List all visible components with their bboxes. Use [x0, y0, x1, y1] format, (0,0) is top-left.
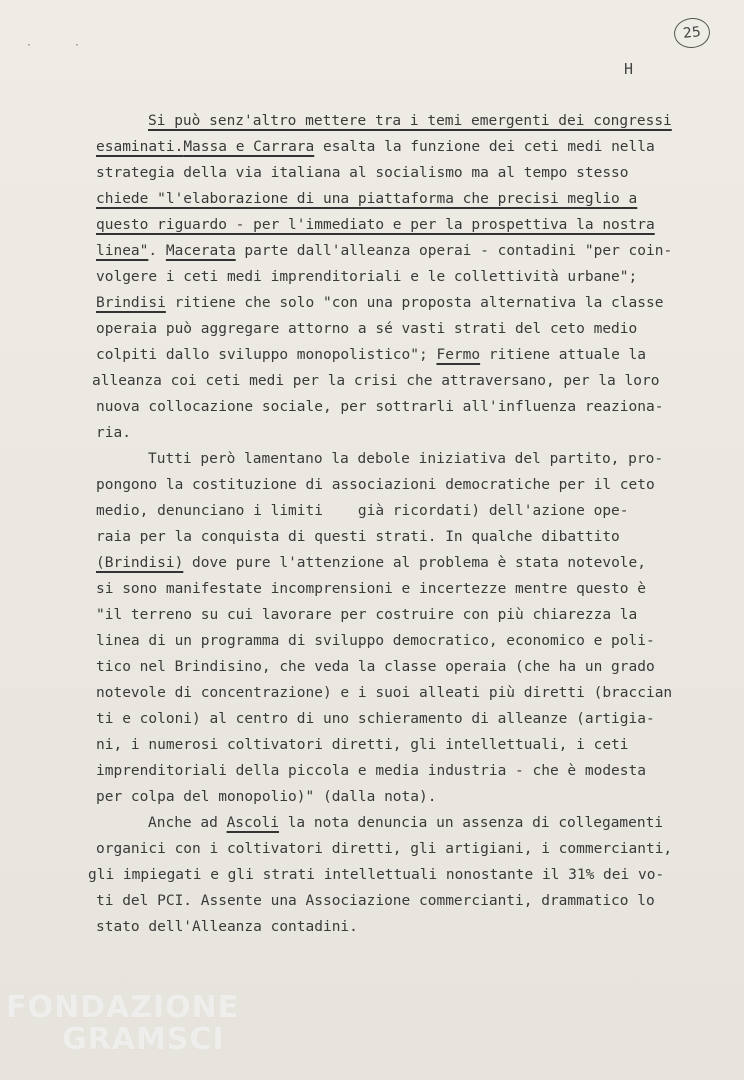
text-segment: . — [148, 243, 166, 259]
text-line — [0, 758, 744, 784]
watermark-line-2: GRAMSCI — [62, 1022, 225, 1057]
section-letter: H — [624, 60, 634, 78]
text-segment: pongono la costituzione di associazioni democratiche per il ceto — [96, 477, 655, 493]
text-segment: nuova collocazione sociale, per sottrarli all'influenza reaziona- — [96, 399, 664, 415]
underlined-text-segment: Fermo — [436, 347, 481, 363]
paper-specks: · · — [26, 40, 99, 51]
underlined-text-segment: (Brindisi) — [96, 555, 184, 571]
text-segment: parte dall'alleanza operai - contadini "per coin- — [235, 243, 673, 259]
text-line — [0, 420, 744, 446]
text-line — [0, 602, 744, 628]
text-line — [0, 732, 744, 758]
text-segment: imprenditoriali della piccola e media industria - che è modesta — [96, 763, 646, 779]
text-segment: per colpa del monopolio)" (dalla nota). — [96, 789, 437, 805]
text-line — [0, 212, 744, 238]
text-line — [0, 290, 744, 316]
underlined-text-segment: Ascoli — [226, 815, 279, 831]
archive-watermark — [6, 992, 239, 1056]
text-segment: Anche ad — [148, 815, 227, 831]
text-line — [0, 550, 744, 576]
text-segment: alleanza coi ceti medi per la crisi che attraversano, per la loro — [92, 373, 660, 389]
watermark-line-1: FONDAZIONE — [6, 990, 240, 1025]
text-segment: esalta la funzione dei ceti medi nella — [314, 139, 655, 155]
text-segment: stato dell'Alleanza contadini. — [96, 919, 358, 935]
text-line — [0, 784, 744, 810]
text-line — [0, 186, 744, 212]
text-segment: operaia può aggregare attorno a sé vasti strati del ceto medio — [96, 321, 638, 337]
text-segment: raia per la conquista di questi strati. In qualche dibattito — [96, 529, 620, 545]
underlined-text-segment: Massa e Carrara — [183, 139, 315, 155]
text-line — [0, 134, 744, 160]
text-segment: ti e coloni) al centro di uno schieramento di alleanze (artigia- — [96, 711, 655, 727]
text-line — [0, 472, 744, 498]
text-segment: ritiene che solo "con una proposta alternativa la classe — [165, 295, 664, 311]
text-segment: notevole di concentrazione) e i suoi alleati più diretti (braccian — [96, 685, 673, 701]
text-line — [0, 914, 744, 940]
underlined-text-segment: linea" — [96, 243, 149, 259]
underlined-text-segment: chiede "l'elaborazione di una piattaforma che precisi meglio a — [96, 191, 638, 207]
text-segment: ria. — [96, 425, 131, 441]
text-segment: ni, i numerosi coltivatori diretti, gli intellettuali, i ceti — [96, 737, 629, 753]
text-line — [0, 862, 744, 888]
text-line — [0, 394, 744, 420]
text-line — [0, 836, 744, 862]
text-line — [0, 888, 744, 914]
underlined-text-segment: Macerata — [165, 243, 236, 259]
text-line — [0, 108, 744, 134]
text-segment: "il terreno su cui lavorare per costruire con più chiarezza la — [96, 607, 638, 623]
underlined-text-segment: Si può senz'altro mettere tra i temi emergenti dei congressi — [148, 113, 672, 129]
text-segment: si sono manifestate incomprensioni e incertezze mentre questo è — [96, 581, 646, 597]
text-line — [0, 446, 744, 472]
text-line — [0, 368, 744, 394]
text-segment: dove pure l'attenzione al problema è stata notevole, — [183, 555, 646, 571]
typewritten-body — [0, 108, 744, 940]
underlined-text-segment: esaminati. — [96, 139, 184, 155]
text-segment: volgere i ceti medi imprenditoriali e le collettività urbane"; — [96, 269, 638, 285]
text-line — [0, 706, 744, 732]
text-segment: organici con i coltivatori diretti, gli artigiani, i commercianti, — [96, 841, 673, 857]
text-line — [0, 628, 744, 654]
text-line — [0, 524, 744, 550]
text-segment: tico nel Brindisino, che veda la classe operaia (che ha un grado — [96, 659, 655, 675]
text-line — [0, 654, 744, 680]
text-segment: strategia della via italiana al socialismo ma al tempo stesso — [96, 165, 629, 181]
text-segment: ti del PCI. Assente una Associazione commercianti, drammatico lo — [96, 893, 655, 909]
text-segment: gli impiegati e gli strati intellettuali nonostante il 31% dei vo- — [88, 867, 665, 883]
text-line — [0, 160, 744, 186]
text-line — [0, 238, 744, 264]
text-line — [0, 680, 744, 706]
text-line — [0, 810, 744, 836]
text-line — [0, 498, 744, 524]
text-segment: linea di un programma di sviluppo democratico, economico e poli- — [96, 633, 655, 649]
text-segment: Tutti però lamentano la debole iniziativa del partito, pro- — [148, 451, 664, 467]
text-segment: ritiene attuale la — [480, 347, 646, 363]
text-segment: medio, denunciano i limiti già ricordati) dell'azione ope- — [96, 503, 629, 519]
underlined-text-segment: questo riguardo - per l'immediato e per la prospettiva la nostra — [96, 217, 655, 233]
text-line — [0, 342, 744, 368]
text-line — [0, 264, 744, 290]
underlined-text-segment: Brindisi — [96, 295, 166, 311]
text-line — [0, 576, 744, 602]
text-line — [0, 316, 744, 342]
text-segment: colpiti dallo sviluppo monopolistico"; — [96, 347, 437, 363]
archive-page-number: 25 — [673, 16, 712, 50]
text-segment: la nota denuncia un assenza di collegamenti — [278, 815, 664, 831]
